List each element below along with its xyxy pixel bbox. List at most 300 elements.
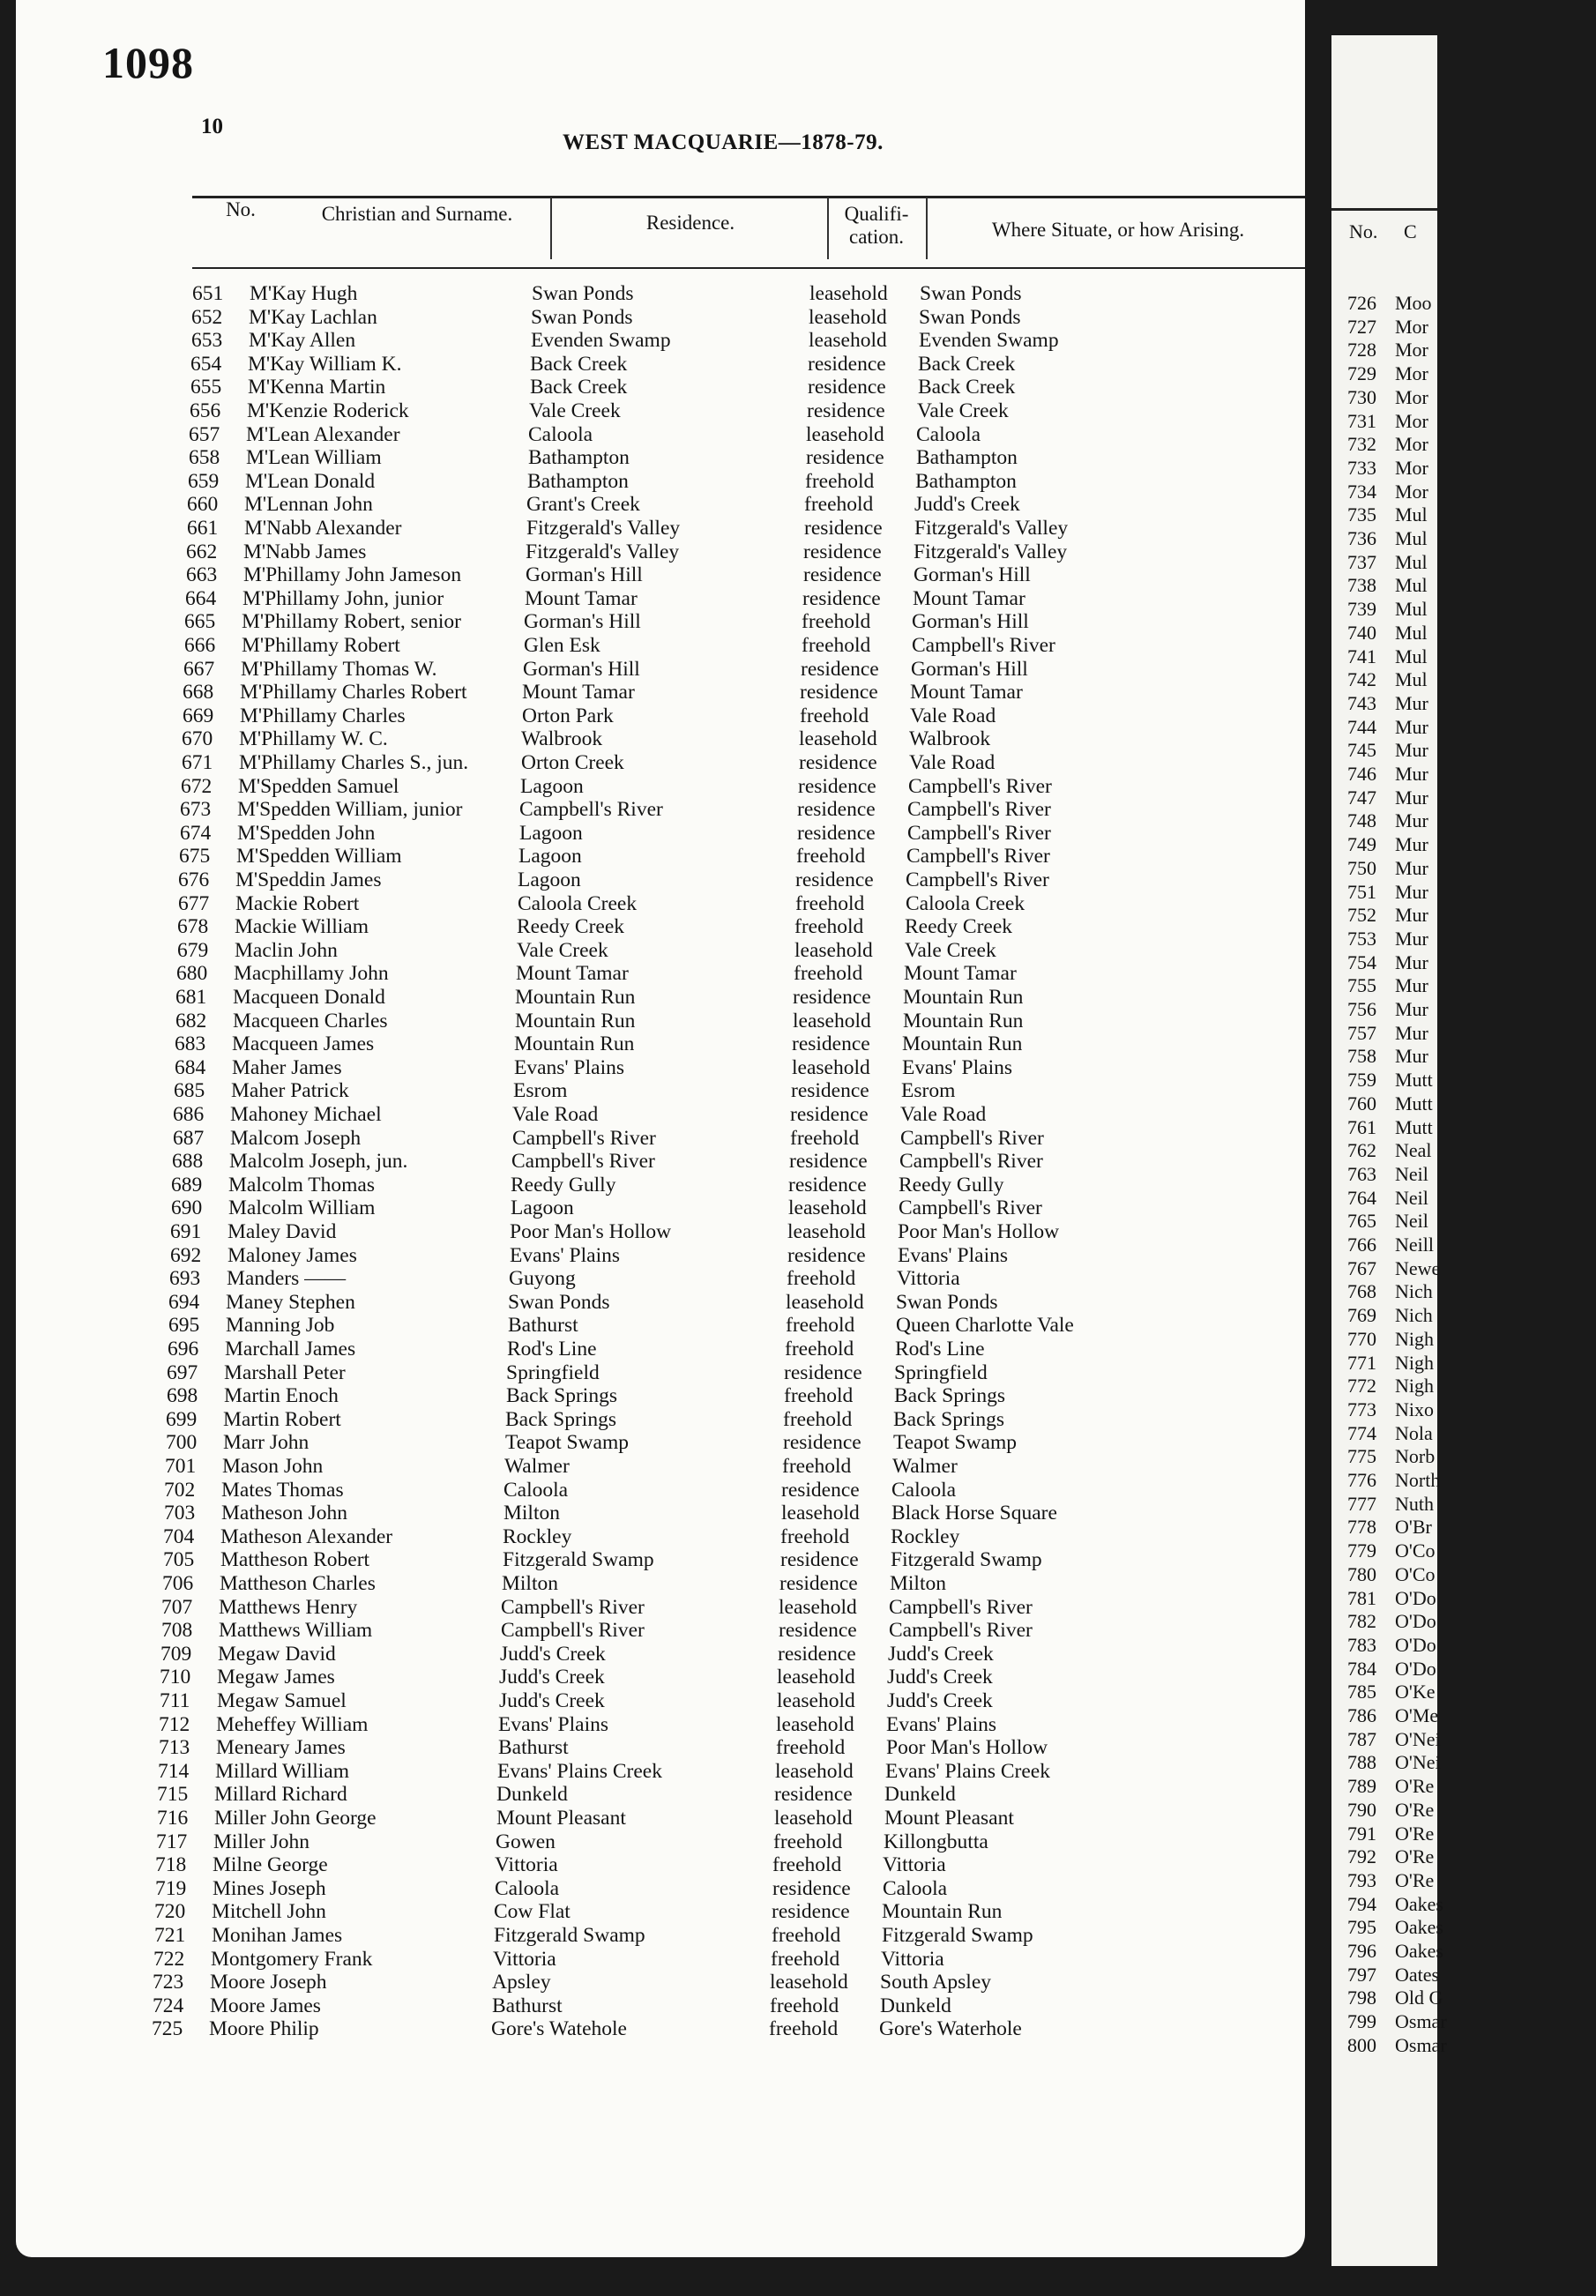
adjacent-row bbox=[1331, 503, 1596, 526]
residence: Vittoria bbox=[495, 1853, 558, 1877]
residence: Teapot Swamp bbox=[505, 1431, 629, 1455]
entry-number: 684 bbox=[175, 1055, 206, 1079]
adjacent-row bbox=[1331, 856, 1596, 880]
residence: Fitzgerald's Valley bbox=[526, 540, 680, 563]
table-row bbox=[0, 1760, 1271, 1784]
voter-name: Megaw Samuel bbox=[217, 1689, 347, 1712]
adjacent-row bbox=[1331, 1703, 1596, 1727]
residence: Glen Esk bbox=[524, 634, 600, 657]
residence: Gowen bbox=[496, 1830, 556, 1853]
adjacent-entry-name: Mor bbox=[1395, 480, 1428, 503]
adjacent-row bbox=[1331, 762, 1596, 786]
adjacent-entry-name: Nigh bbox=[1395, 1351, 1434, 1374]
entry-number: 653 bbox=[191, 329, 223, 353]
table-row bbox=[6, 681, 1295, 704]
qualification: residence bbox=[803, 563, 882, 587]
qualification: residence bbox=[803, 540, 882, 563]
entry-number: 655 bbox=[190, 376, 222, 399]
voter-name: M'Phillamy John Jameson bbox=[243, 563, 462, 587]
adjacent-entry-name: O'Do bbox=[1395, 1610, 1436, 1633]
adjacent-entry-number: 727 bbox=[1347, 315, 1376, 338]
adjacent-row bbox=[1331, 432, 1596, 456]
adjacent-row bbox=[1331, 880, 1596, 904]
voter-name: M'Lennan John bbox=[244, 493, 373, 517]
residence: Milton bbox=[502, 1572, 558, 1595]
voter-name: Mines Joseph bbox=[213, 1876, 326, 1900]
where-situate: Campbell's River bbox=[907, 821, 1051, 845]
adjacent-row bbox=[1331, 1868, 1596, 1892]
table-row bbox=[4, 822, 1293, 846]
table-row bbox=[0, 1713, 1272, 1737]
adjacent-entry-name: Neil bbox=[1395, 1162, 1428, 1185]
where-situate: Fitzgerald's Valley bbox=[914, 517, 1069, 540]
adjacent-row bbox=[1331, 832, 1596, 856]
table-row bbox=[0, 1150, 1285, 1174]
adjacent-entry-name: Oakes bbox=[1395, 1940, 1443, 1962]
entry-number: 669 bbox=[183, 704, 214, 727]
residence: Caloola bbox=[528, 422, 593, 446]
table-row bbox=[0, 1924, 1267, 1948]
table-row bbox=[0, 1032, 1287, 1056]
adjacent-entry-name: Mur bbox=[1395, 833, 1428, 856]
where-situate: Mountain Run bbox=[902, 1032, 1023, 1056]
qualification: freehold bbox=[804, 493, 874, 517]
where-situate: Esrom bbox=[901, 1079, 956, 1103]
residence: Vale Creek bbox=[529, 399, 621, 422]
entry-number: 652 bbox=[191, 305, 223, 329]
where-situate: Swan Ponds bbox=[919, 305, 1021, 329]
entry-number: 704 bbox=[163, 1524, 195, 1548]
adjacent-entry-name: North bbox=[1395, 1469, 1441, 1491]
adjacent-entry-number: 799 bbox=[1347, 2010, 1376, 2033]
table-row bbox=[12, 423, 1301, 447]
adjacent-entry-name: Mur bbox=[1395, 856, 1428, 879]
table-row bbox=[0, 1502, 1277, 1525]
qualification: residence bbox=[772, 1876, 851, 1900]
qualification: residence bbox=[780, 1548, 859, 1572]
adjacent-entry-name: O'Re bbox=[1395, 1775, 1435, 1798]
adjacent-entry-name: Mul bbox=[1395, 503, 1428, 526]
where-situate: Vittoria bbox=[883, 1853, 946, 1877]
adjacent-entry-name: Mul bbox=[1395, 598, 1428, 621]
adjacent-entry-number: 767 bbox=[1347, 1256, 1376, 1279]
where-situate: Vale Road bbox=[900, 1103, 987, 1126]
qualification: residence bbox=[795, 868, 874, 891]
where-situate: Campbell's River bbox=[899, 1196, 1042, 1220]
table-row bbox=[0, 1220, 1283, 1244]
voter-name: Malcom Joseph bbox=[230, 1126, 362, 1150]
adjacent-row bbox=[1331, 1233, 1596, 1256]
table-row bbox=[0, 1783, 1270, 1807]
entry-number: 656 bbox=[190, 399, 221, 422]
qualification: residence bbox=[808, 376, 886, 399]
residence: Mount Tamar bbox=[525, 586, 638, 610]
residence: Mountain Run bbox=[515, 1009, 636, 1032]
table-row bbox=[0, 1666, 1272, 1689]
entry-number: 722 bbox=[153, 1947, 185, 1971]
qualification: freehold bbox=[796, 845, 866, 868]
where-situate: Fitzgerald's Valley bbox=[914, 540, 1068, 563]
table-row bbox=[0, 1103, 1286, 1127]
adjacent-entry-number: 759 bbox=[1347, 1069, 1376, 1092]
entry-number: 699 bbox=[166, 1407, 198, 1431]
adjacent-entry-number: 729 bbox=[1347, 362, 1376, 385]
entry-number: 689 bbox=[171, 1173, 203, 1196]
entry-number: 721 bbox=[154, 1924, 186, 1947]
adjacent-entry-number: 766 bbox=[1347, 1234, 1376, 1256]
voter-name: Megaw David bbox=[218, 1642, 336, 1666]
adjacent-entry-name: Oakes bbox=[1395, 1916, 1443, 1939]
where-situate: Mount Tamar bbox=[910, 681, 1023, 704]
entry-number: 660 bbox=[187, 493, 219, 517]
adjacent-entry-name: O'Re bbox=[1395, 1868, 1435, 1891]
voter-name: M'Lean Donald bbox=[245, 469, 376, 493]
adjacent-entry-number: 733 bbox=[1347, 456, 1376, 479]
residence: Judd's Creek bbox=[499, 1689, 605, 1712]
adjacent-entry-name: Mur bbox=[1395, 998, 1428, 1020]
entry-number: 696 bbox=[168, 1338, 199, 1360]
adjacent-entry-name: O'Re bbox=[1395, 1822, 1435, 1845]
adjacent-entry-number: 752 bbox=[1347, 904, 1376, 927]
adjacent-row bbox=[1331, 456, 1596, 480]
qualification: freehold bbox=[771, 1947, 840, 1971]
adjacent-entry-number: 768 bbox=[1347, 1280, 1376, 1303]
adjacent-row bbox=[1331, 1586, 1596, 1610]
voter-name: Millard Richard bbox=[214, 1783, 347, 1807]
adjacent-row bbox=[1331, 1963, 1596, 1987]
where-situate: Mountain Run bbox=[882, 1900, 1003, 1924]
residence: Walmer bbox=[504, 1455, 570, 1478]
qualification: leasehold bbox=[777, 1666, 855, 1689]
adjacent-entry-number: 755 bbox=[1347, 974, 1376, 997]
residence: Campbell's River bbox=[512, 1126, 656, 1150]
adjacent-entry-name: Mur bbox=[1395, 1045, 1428, 1068]
qualification: residence bbox=[804, 517, 883, 540]
qualification: freehold bbox=[802, 610, 871, 634]
qualification: residence bbox=[798, 774, 876, 798]
where-situate: Caloola Creek bbox=[906, 891, 1025, 915]
entry-number: 697 bbox=[167, 1360, 198, 1384]
adjacent-row bbox=[1331, 550, 1596, 574]
header-bottom-rule bbox=[192, 267, 1305, 269]
adjacent-entry-number: 795 bbox=[1347, 1916, 1376, 1939]
where-situate: Evans' Plains bbox=[902, 1055, 1012, 1079]
voter-name: Millard William bbox=[215, 1759, 350, 1783]
adjacent-entry-number: 754 bbox=[1347, 950, 1376, 973]
qualification: residence bbox=[802, 586, 881, 610]
table-row bbox=[8, 610, 1297, 634]
voter-name: M'Spedden John bbox=[237, 821, 376, 845]
entry-number: 680 bbox=[176, 962, 208, 986]
voter-name: Meneary James bbox=[216, 1736, 346, 1760]
qualification: leasehold bbox=[809, 329, 887, 353]
qualification: leasehold bbox=[781, 1502, 860, 1525]
adjacent-entry-number: 771 bbox=[1347, 1351, 1376, 1374]
voter-name: M'Phillamy Charles S., jun. bbox=[239, 751, 469, 774]
adjacent-entry-number: 739 bbox=[1347, 598, 1376, 621]
residence: Lagoon bbox=[520, 774, 584, 798]
voter-name: Megaw James bbox=[217, 1666, 335, 1689]
column-divider bbox=[926, 198, 928, 259]
entry-number: 665 bbox=[184, 610, 216, 634]
adjacent-row bbox=[1331, 1774, 1596, 1798]
where-situate: Mountain Run bbox=[903, 1009, 1024, 1032]
table-row bbox=[7, 658, 1296, 682]
adjacent-row bbox=[1331, 1515, 1596, 1539]
entry-number: 700 bbox=[166, 1431, 198, 1455]
voter-name: M'Phillamy Robert, senior bbox=[242, 610, 462, 634]
entry-number: 703 bbox=[164, 1502, 196, 1525]
qualification: freehold bbox=[785, 1338, 854, 1360]
table-row bbox=[0, 1736, 1272, 1760]
qualification: residence bbox=[778, 1642, 856, 1666]
adjacent-row bbox=[1331, 1186, 1596, 1210]
where-situate: Swan Ponds bbox=[896, 1290, 998, 1314]
voter-name: M'Phillamy Robert bbox=[242, 634, 400, 657]
adjacent-entry-number: 735 bbox=[1347, 503, 1376, 526]
entry-number: 707 bbox=[161, 1595, 193, 1619]
where-situate: Gorman's Hill bbox=[914, 563, 1031, 587]
table-row bbox=[0, 2017, 1264, 2041]
residence: Lagoon bbox=[518, 845, 582, 868]
voter-name: Macqueen James bbox=[232, 1032, 375, 1056]
adjacent-entry-name: Mor bbox=[1395, 362, 1428, 385]
voter-name: Martin Robert bbox=[223, 1407, 341, 1431]
entry-number: 677 bbox=[178, 891, 210, 915]
adjacent-entry-name: O'Do bbox=[1395, 1657, 1436, 1680]
adjacent-entry-name: Norb bbox=[1395, 1445, 1436, 1468]
adjacent-entry-number: 734 bbox=[1347, 480, 1376, 503]
adjacent-entry-name: O'Re bbox=[1395, 1845, 1435, 1868]
adjacent-row bbox=[1331, 997, 1596, 1021]
table-row bbox=[1, 939, 1290, 963]
residence: Caloola Creek bbox=[518, 891, 638, 915]
voter-name: Mattheson Charles bbox=[220, 1572, 376, 1595]
qualification: residence bbox=[808, 352, 886, 376]
voter-name: Malcolm Joseph, jun. bbox=[229, 1150, 408, 1174]
voter-name: Matheson John bbox=[221, 1502, 347, 1525]
voter-name: M'Kenzie Roderick bbox=[247, 399, 409, 422]
residence: Lagoon bbox=[511, 1196, 574, 1220]
table-row bbox=[0, 1900, 1267, 1924]
adjacent-row bbox=[1331, 1492, 1596, 1516]
table-row bbox=[10, 540, 1299, 564]
adjacent-entry-number: 745 bbox=[1347, 739, 1376, 762]
voter-name: Maloney James bbox=[227, 1243, 357, 1267]
table-row bbox=[0, 1079, 1286, 1103]
adjacent-entry-number: 746 bbox=[1347, 763, 1376, 785]
entry-number: 657 bbox=[189, 422, 220, 446]
adjacent-entry-number: 796 bbox=[1347, 1940, 1376, 1962]
residence: Judd's Creek bbox=[500, 1642, 606, 1666]
entry-number: 679 bbox=[177, 938, 209, 962]
residence: Mount Pleasant bbox=[496, 1807, 626, 1830]
entry-number: 654 bbox=[190, 352, 222, 376]
adjacent-entry-name: Mur bbox=[1395, 974, 1428, 997]
voter-name: Marr John bbox=[223, 1431, 310, 1455]
register-page bbox=[16, 0, 1305, 2257]
adjacent-entry-name: Mur bbox=[1395, 950, 1428, 973]
qualification: residence bbox=[787, 1243, 866, 1267]
voter-name: Milne George bbox=[213, 1853, 328, 1877]
residence: Swan Ponds bbox=[531, 305, 633, 329]
where-situate: Vale Creek bbox=[917, 399, 1009, 422]
table-row bbox=[4, 798, 1293, 822]
where-situate: Swan Ponds bbox=[920, 282, 1022, 305]
where-situate: Killongbutta bbox=[884, 1830, 988, 1853]
voter-name: Marshall Peter bbox=[224, 1360, 346, 1384]
voter-name: Maher Patrick bbox=[231, 1079, 349, 1103]
entry-number: 690 bbox=[171, 1196, 203, 1220]
where-situate: Walmer bbox=[892, 1455, 958, 1478]
voter-name: Moore James bbox=[210, 1994, 321, 2017]
where-situate: Evans' Plains bbox=[886, 1712, 996, 1736]
table-row bbox=[0, 1127, 1286, 1151]
where-situate: Teapot Swamp bbox=[893, 1431, 1017, 1455]
adjacent-entry-number: 732 bbox=[1347, 433, 1376, 456]
adjacent-row bbox=[1331, 362, 1596, 385]
residence: Gore's Watehole bbox=[491, 2017, 627, 2041]
qualification: residence bbox=[789, 1150, 868, 1174]
adjacent-row bbox=[1331, 1539, 1596, 1562]
adjacent-entry-name: Mur bbox=[1395, 1021, 1428, 1044]
adjacent-entry-number: 775 bbox=[1347, 1445, 1376, 1468]
header-top-rule bbox=[192, 196, 1305, 198]
adjacent-entry-name: Moo bbox=[1395, 292, 1432, 314]
qualification: leasehold bbox=[786, 1290, 864, 1314]
adjacent-entry-number: 744 bbox=[1347, 715, 1376, 738]
residence: Mount Tamar bbox=[522, 681, 635, 704]
adjacent-row bbox=[1331, 1915, 1596, 1939]
qualification: leasehold bbox=[799, 727, 877, 751]
entry-number: 674 bbox=[180, 821, 212, 845]
residence: Evans' Plains bbox=[514, 1055, 624, 1079]
voter-name: Montgomery Frank bbox=[211, 1947, 373, 1971]
adjacent-entry-name: Mor bbox=[1395, 409, 1428, 432]
qualification: freehold bbox=[780, 1524, 850, 1548]
table-row bbox=[15, 329, 1304, 353]
voter-name: Macqueen Donald bbox=[233, 986, 385, 1009]
entry-number: 702 bbox=[164, 1478, 196, 1502]
residence: Caloola bbox=[503, 1478, 569, 1502]
voter-name: M'Nabb James bbox=[243, 540, 367, 563]
voter-name: Moore Philip bbox=[209, 2017, 319, 2041]
entry-number: 661 bbox=[187, 517, 219, 540]
adjacent-row bbox=[1331, 1021, 1596, 1045]
table-row bbox=[0, 962, 1289, 986]
residence: Springfield bbox=[506, 1360, 600, 1384]
adjacent-row bbox=[1331, 786, 1596, 809]
voter-name: M'Spedden William bbox=[236, 845, 402, 868]
qualification: freehold bbox=[805, 469, 875, 493]
residence: Campbell's River bbox=[519, 798, 663, 822]
adjacent-entry-name: O'Br bbox=[1395, 1516, 1432, 1539]
where-situate: Vittoria bbox=[897, 1267, 960, 1291]
adjacent-row bbox=[1331, 1068, 1596, 1092]
entry-number: 673 bbox=[180, 798, 212, 822]
next-column-header-no: No. bbox=[1349, 220, 1378, 242]
where-situate: Campbell's River bbox=[900, 1126, 1044, 1150]
qualification: freehold bbox=[794, 915, 864, 939]
adjacent-row bbox=[1331, 1986, 1596, 2009]
where-situate: Campbell's River bbox=[908, 774, 1052, 798]
residence: Mount Tamar bbox=[516, 962, 629, 986]
qualification: freehold bbox=[786, 1314, 855, 1338]
adjacent-entry-number: 743 bbox=[1347, 691, 1376, 714]
residence: Gorman's Hill bbox=[524, 610, 641, 634]
residence: Mountain Run bbox=[514, 1032, 635, 1056]
adjacent-entry-name: Mur bbox=[1395, 739, 1428, 762]
residence: Swan Ponds bbox=[532, 282, 634, 305]
where-situate: Gorman's Hill bbox=[912, 610, 1029, 634]
qualification: leasehold bbox=[792, 1055, 870, 1079]
where-situate: Mount Pleasant bbox=[884, 1807, 1014, 1830]
residence: Back Creek bbox=[530, 376, 628, 399]
residence: Fitzgerald's Valley bbox=[526, 517, 681, 540]
adjacent-entry-number: 728 bbox=[1347, 339, 1376, 362]
entry-number: 658 bbox=[189, 446, 220, 470]
residence: Vale Creek bbox=[517, 938, 608, 962]
table-row bbox=[4, 775, 1294, 799]
entry-number: 706 bbox=[162, 1572, 194, 1595]
table-row bbox=[0, 1267, 1282, 1291]
qualification: freehold bbox=[783, 1407, 853, 1431]
where-situate: Poor Man's Hollow bbox=[886, 1736, 1048, 1760]
voter-name: Mitchell John bbox=[212, 1900, 326, 1924]
adjacent-entry-name: O'Nei bbox=[1395, 1751, 1441, 1774]
entry-number: 725 bbox=[152, 2017, 183, 2041]
table-row bbox=[0, 1314, 1281, 1338]
adjacent-entry-name: Nich bbox=[1395, 1280, 1433, 1303]
adjacent-entry-name: Nola bbox=[1395, 1421, 1433, 1444]
adjacent-row bbox=[1331, 1633, 1596, 1657]
adjacent-entry-number: 762 bbox=[1347, 1139, 1376, 1162]
qualification: leasehold bbox=[788, 1196, 867, 1220]
qualification: freehold bbox=[802, 634, 871, 657]
adjacent-row bbox=[1331, 1562, 1596, 1586]
qualification: freehold bbox=[773, 1830, 843, 1853]
where-situate: Campbell's River bbox=[912, 634, 1055, 657]
voter-name: Martin Enoch bbox=[224, 1384, 339, 1408]
entry-number: 672 bbox=[181, 774, 213, 798]
qualification: residence bbox=[797, 821, 876, 845]
adjacent-row bbox=[1331, 1421, 1596, 1445]
entry-number: 710 bbox=[160, 1666, 191, 1689]
where-situate: Poor Man's Hollow bbox=[898, 1220, 1060, 1243]
residence: Caloola bbox=[495, 1876, 560, 1900]
adjacent-entry-number: 798 bbox=[1347, 1987, 1376, 2009]
adjacent-row bbox=[1331, 1115, 1596, 1139]
where-situate: South Apsley bbox=[880, 1971, 992, 1994]
entry-number: 670 bbox=[182, 727, 213, 751]
voter-name: M'Phillamy Charles bbox=[240, 704, 406, 727]
voter-name: Macqueen Charles bbox=[233, 1009, 388, 1032]
qualification: leasehold bbox=[776, 1712, 854, 1736]
entry-number: 668 bbox=[183, 681, 214, 704]
residence: Poor Man's Hollow bbox=[510, 1220, 672, 1243]
table-row bbox=[6, 704, 1295, 728]
adjacent-entry-number: 781 bbox=[1347, 1586, 1376, 1609]
entry-number: 713 bbox=[159, 1736, 190, 1760]
residence: Campbell's River bbox=[501, 1619, 645, 1643]
adjacent-entry-number: 792 bbox=[1347, 1845, 1376, 1868]
voter-name: Mattheson Robert bbox=[220, 1548, 370, 1572]
adjacent-entry-number: 765 bbox=[1347, 1210, 1376, 1233]
voter-name: M'Phillamy Charles Robert bbox=[240, 681, 467, 704]
adjacent-entry-number: 760 bbox=[1347, 1092, 1376, 1114]
running-title: WEST MACQUARIE—1878-79. bbox=[563, 130, 884, 154]
entry-number: 705 bbox=[163, 1548, 195, 1572]
